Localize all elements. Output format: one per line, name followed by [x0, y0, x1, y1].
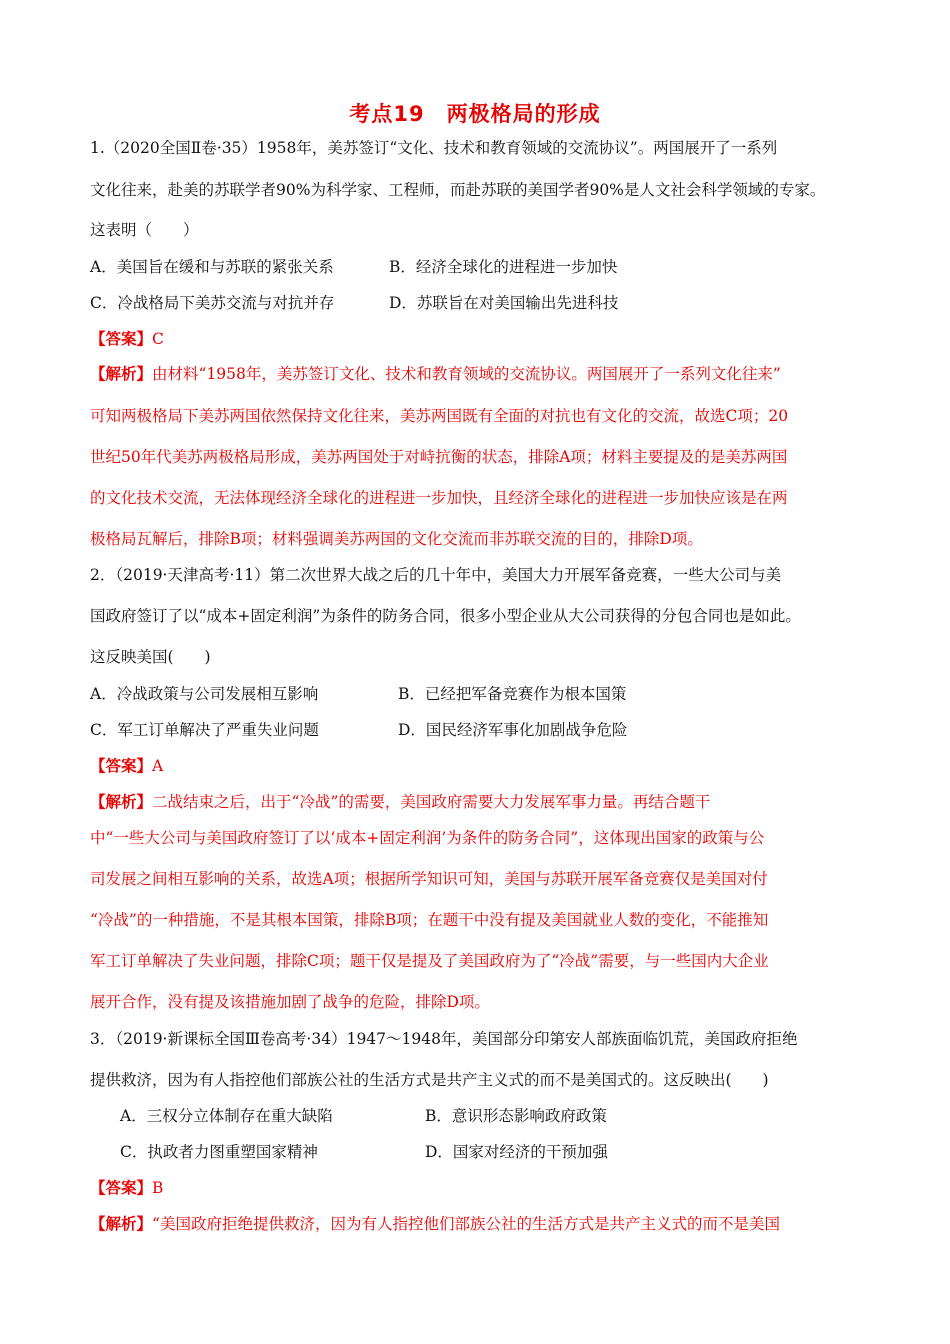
q1-option-d: D．苏联旨在对美国输出先进科技	[389, 294, 619, 312]
page-title: 考点19 两极格局的形成	[349, 102, 601, 126]
q1-stem-line-3: 这表明（ ）	[90, 221, 199, 239]
q2-analysis-text-1: 二战结束之后，出于“冷战”的需要，美国政府需要大力发展军事力量。再结合题干	[152, 793, 711, 811]
q3-option-c: C．执政者力图重塑国家精神	[120, 1143, 318, 1161]
q3-analysis-tag: 【解析】	[90, 1214, 153, 1233]
q2-option-c: C．军工订单解决了严重失业问题	[90, 721, 319, 739]
q3-option-a: A．三权分立体制存在重大缺陷	[120, 1107, 333, 1125]
q1-stem-line-2: 文化往来，赴美的苏联学者90%为科学家、工程师，而赴苏联的美国学者90%是人文社会科学领域的专家。	[90, 181, 826, 199]
q1-answer-tag: 【答案】	[90, 329, 153, 348]
q2-analysis-tag: 【解析】	[90, 792, 153, 811]
q1-analysis-line-3: 世纪50年代美苏两极格局形成，美苏两国处于对峙抗衡的状态，排除A项；材料主要提及的是美苏两国	[90, 448, 788, 466]
q3-stem-line-2: 提供救济，因为有人指控他们部族公社的生活方式是共产主义式的而不是美国式的。这反映出( )	[90, 1071, 769, 1089]
q2-stem-line-2: 国政府签订了以“成本+固定利润”为条件的防务合同，很多小型企业从大公司获得的分包合同也是如此。	[90, 607, 801, 625]
q2-analysis-line-3: 司发展之间相互影响的关系，故选A项；根据所学知识可知，美国与苏联开展军备竞赛仅是美国对付	[90, 870, 768, 888]
q2-analysis-line-4: “冷战”的一种措施，不是其根本国策，排除B项；在题干中没有提及美国就业人数的变化，不能推知	[90, 911, 769, 929]
q2-option-a: A．冷战政策与公司发展相互影响	[90, 685, 319, 703]
q3-answer	[90, 1178, 163, 1198]
q2-analysis-line-2: 中“一些大公司与美国政府签订了以‘成本+固定利润’为条件的防务合同”，这体现出国家的政策与公	[90, 829, 765, 847]
q2-analysis-line-6: 展开合作，没有提及该措施加剧了战争的危险，排除D项。	[90, 993, 490, 1011]
q1-option-a: A．美国旨在缓和与苏联的紧张关系	[90, 258, 334, 276]
q2-stem-line-1: 2．（2019·天津高考·11）第二次世界大战之后的几十年中，美国大力开展军备竞赛，一些大公司与美	[90, 566, 782, 584]
q2-option-d: D．国民经济军事化加剧战争危险	[398, 721, 628, 739]
q3-analysis-line-1	[90, 1214, 780, 1234]
q2-analysis-line-5: 军工订单解决了失业问题，排除C项；题干仅是提及了美国政府为了“冷战”需要，与一些国内大企业	[90, 952, 769, 970]
q2-option-b: B．已经把军备竞赛作为根本国策	[398, 685, 627, 703]
q1-option-b: B．经济全球化的进程进一步加快	[389, 258, 618, 276]
q3-option-d: D．国家对经济的干预加强	[425, 1143, 608, 1161]
q3-option-b: B．意识形态影响政府政策	[425, 1107, 607, 1125]
q2-analysis-line-1	[90, 792, 710, 812]
q1-stem-line-1: 1.（2020全国Ⅱ卷·35）1958年，美苏签订“文化、技术和教育领域的交流协议”。两国展开了一系列	[90, 139, 778, 157]
q1-analysis-line-1	[90, 364, 781, 384]
q1-analysis-line-5: 极格局瓦解后，排除B项；材料强调美苏两国的文化交流而非苏联交流的目的，排除D项。	[90, 530, 703, 548]
q1-answer	[90, 329, 164, 349]
q3-answer-value: B	[152, 1179, 164, 1197]
q1-option-c: C．冷战格局下美苏交流与对抗并存	[90, 294, 335, 312]
q1-analysis-text-1: 由材料“1958年，美苏签订文化、技术和教育领域的交流协议。两国展开了一系列文化往来”	[152, 365, 781, 383]
q3-stem-line-1: 3．（2019·新课标全国Ⅲ卷高考·34）1947～1948年，美国部分印第安人部族面临饥荒，美国政府拒绝	[90, 1030, 798, 1048]
q1-answer-value: C	[152, 330, 164, 348]
q2-answer-tag: 【答案】	[90, 756, 153, 775]
q1-analysis-line-4: 的文化技术交流，无法体现经济全球化的进程进一步加快，且经济全球化的进程进一步加快应该是在两	[90, 489, 788, 507]
q1-analysis-tag: 【解析】	[90, 364, 153, 383]
q2-stem-line-3: 这反映美国( )	[90, 648, 211, 666]
q1-analysis-line-2: 可知两极格局下美苏两国依然保持文化往来，美苏两国既有全面的对抗也有文化的交流，故选C项；20	[90, 407, 789, 425]
q2-answer-value: A	[152, 757, 164, 775]
q2-answer	[90, 756, 163, 776]
q3-analysis-text-1: “美国政府拒绝提供救济，因为有人指控他们部族公社的生活方式是共产主义式的而不是美国	[152, 1215, 780, 1233]
q3-answer-tag: 【答案】	[90, 1178, 153, 1197]
